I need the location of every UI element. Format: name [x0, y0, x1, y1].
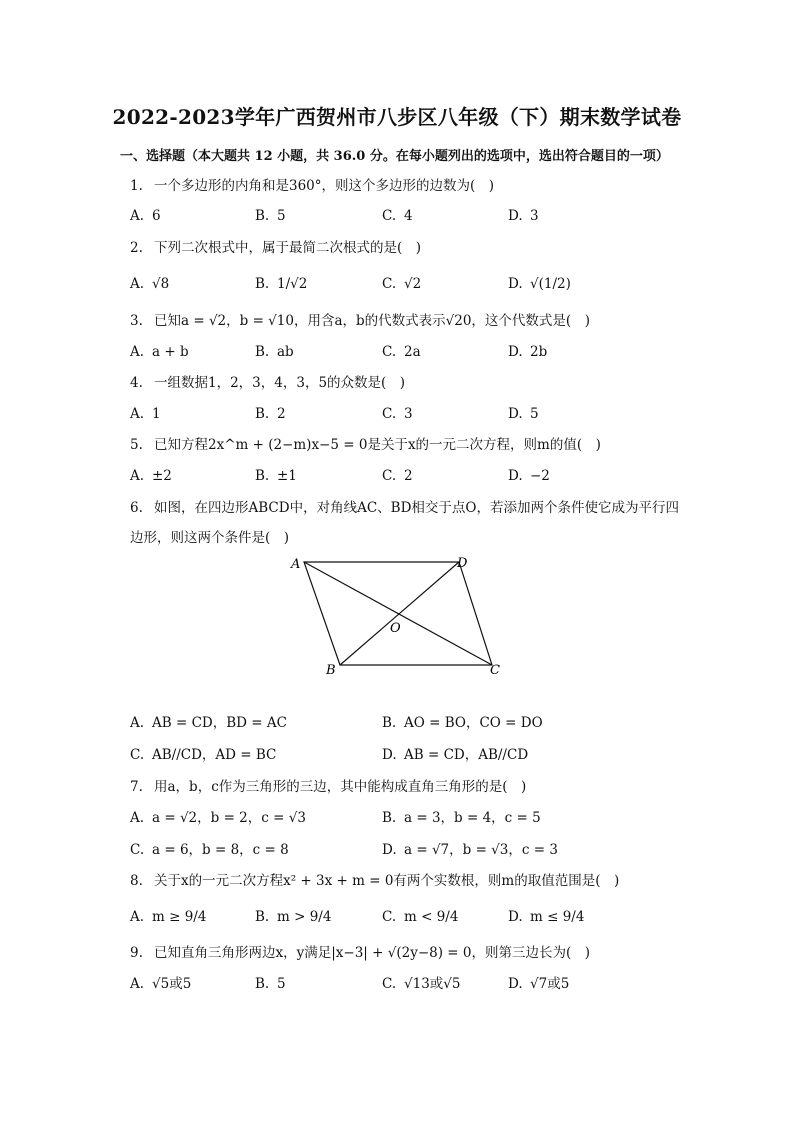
question-8 — [130, 871, 619, 891]
option-d: D. √(1/2) — [508, 276, 571, 292]
option-a: A. m ≥ 9/4 — [130, 909, 207, 925]
question-number: 8. — [130, 873, 143, 889]
option-a-text: 1 — [152, 406, 161, 422]
option-a-text: m ≥ 9/4 — [152, 909, 207, 925]
option-d-text: −2 — [530, 468, 550, 484]
option-a: A. 6 — [130, 208, 161, 224]
section-heading: 一、选择题（本大题共 12 小题，共 36.0 分。在每小题列出的选项中，选出符合题目的一项） — [120, 149, 669, 164]
question-number: 6. — [130, 500, 143, 516]
option-b: B. 1/√2 — [255, 276, 308, 292]
question-1 — [130, 176, 494, 196]
option-a-text: 6 — [152, 208, 161, 224]
option-d: D. 3 — [508, 208, 539, 224]
option-c-text: 4 — [404, 208, 413, 224]
question-text: 一个多边形的内角和是360°，则这个多边形的边数为( ) — [154, 178, 495, 194]
option-c-text: 2a — [404, 344, 421, 360]
option-c: C. a = 6，b = 8，c = 8 — [130, 842, 289, 858]
option-c-text: AB//CD，AD = BC — [152, 747, 277, 763]
option-d: D. −2 — [508, 468, 550, 484]
option-b: B. ab — [255, 344, 294, 360]
question-text: 已知方程2x^m + (2−m)x−5 = 0是关于x的一元二次方程，则m的值( ) — [154, 437, 601, 453]
option-a-text: a + b — [152, 344, 189, 360]
option-a-text: AB = CD，BD = AC — [152, 715, 287, 731]
question-text: 已知直角三角形两边x，y满足|x−3| + √(2y−8) = 0，则第三边长为( ) — [154, 945, 591, 961]
question-3 — [130, 311, 590, 331]
option-b-text: 1/√2 — [277, 276, 308, 292]
option-d-text: AB = CD，AB//CD — [404, 747, 529, 763]
option-c-text: 2 — [404, 468, 413, 484]
question-2 — [130, 238, 421, 258]
question-number: 3. — [130, 313, 143, 329]
option-b-text: ±1 — [277, 468, 297, 484]
question-number: 2. — [130, 240, 143, 256]
option-d: D. a = √7，b = √3，c = 3 — [382, 842, 558, 858]
question-number: 4. — [130, 375, 143, 391]
option-a: A. AB = CD，BD = AC — [130, 715, 287, 731]
option-c-text: √13或√5 — [404, 976, 461, 992]
option-b-text: ab — [277, 344, 294, 360]
label-a: A — [291, 557, 301, 572]
option-b: B. ±1 — [255, 468, 297, 484]
option-d-text: m ≤ 9/4 — [530, 909, 585, 925]
label-c: C — [490, 663, 500, 678]
question-number: 5. — [130, 437, 143, 453]
option-a: A. 1 — [130, 406, 161, 422]
option-b-text: 5 — [277, 208, 286, 224]
option-c: C. √13或√5 — [382, 976, 461, 992]
option-d-text: √(1/2) — [530, 276, 571, 292]
option-a: A. √8 — [130, 276, 170, 292]
question-4 — [130, 373, 405, 393]
option-a-text: a = √2，b = 2，c = √3 — [152, 810, 306, 826]
option-a-text: √5或5 — [152, 976, 192, 992]
option-c: C. m < 9/4 — [382, 909, 459, 925]
question-5 — [130, 435, 601, 455]
option-a: A. a + b — [130, 344, 189, 360]
option-d: D. √7或5 — [508, 976, 570, 992]
option-c-text: m < 9/4 — [404, 909, 459, 925]
option-a-text: √8 — [152, 276, 170, 292]
question-text: 已知a = √2，b = √10，用含a，b的代数式表示√20，这个代数式是( ) — [154, 313, 590, 329]
option-b: B. AO = BO，CO = DO — [382, 715, 543, 731]
option-b: B. 5 — [255, 976, 286, 992]
option-c: C. AB//CD，AD = BC — [130, 747, 277, 763]
option-a: A. ±2 — [130, 468, 172, 484]
quadrilateral-figure — [285, 553, 510, 681]
option-d-text: 3 — [530, 208, 539, 224]
option-b: B. a = 3，b = 4，c = 5 — [382, 810, 541, 826]
option-c-text: a = 6，b = 8，c = 8 — [152, 842, 289, 858]
option-d-text: 2b — [530, 344, 548, 360]
option-b: B. 5 — [255, 208, 286, 224]
option-b-text: AO = BO，CO = DO — [404, 715, 543, 731]
option-a: A. a = √2，b = 2，c = √3 — [130, 810, 306, 826]
option-d: D. AB = CD，AB//CD — [382, 747, 529, 763]
option-c-text: 3 — [404, 406, 413, 422]
question-text: 如图，在四边形ABCD中，对角线AC、BD相交于点O，若添加两个条件使它成为平行四边形，则这两个条件是( ) — [130, 500, 679, 546]
option-c: C. 3 — [382, 406, 413, 422]
option-d-text: a = √7，b = √3，c = 3 — [404, 842, 558, 858]
question-text: 一组数据1，2，3，4，3，5的众数是( ) — [154, 375, 406, 391]
option-d-text: √7或5 — [530, 976, 570, 992]
question-number: 1. — [130, 178, 143, 194]
option-c: C. 2 — [382, 468, 413, 484]
option-c: C. 2a — [382, 344, 421, 360]
option-d: D. 5 — [508, 406, 539, 422]
option-b: B. m > 9/4 — [255, 909, 332, 925]
label-o: O — [390, 621, 401, 636]
option-a: A. √5或5 — [130, 976, 192, 992]
option-a-text: ±2 — [152, 468, 172, 484]
option-d: D. m ≤ 9/4 — [508, 909, 585, 925]
diagonal-bd — [340, 562, 459, 665]
page-title: 2022-2023学年广西贺州市八步区八年级（下）期末数学试卷 — [112, 105, 682, 129]
question-number: 9. — [130, 945, 143, 961]
question-text: 用a，b，c作为三角形的三边，其中能构成直角三角形的是( ) — [154, 779, 527, 795]
option-c: C. √2 — [382, 276, 422, 292]
option-b-text: a = 3，b = 4，c = 5 — [404, 810, 541, 826]
option-c-text: √2 — [404, 276, 422, 292]
question-text: 关于x的一元二次方程x² + 3x + m = 0有两个实数根，则m的取值范围是( ) — [154, 873, 620, 889]
option-b-text: 5 — [277, 976, 286, 992]
option-d-text: 5 — [530, 406, 539, 422]
option-b: B. 2 — [255, 406, 286, 422]
option-d: D. 2b — [508, 344, 548, 360]
question-text: 下列二次根式中，属于最简二次根式的是( ) — [154, 240, 422, 256]
option-b-text: m > 9/4 — [277, 909, 332, 925]
option-b-text: 2 — [277, 406, 286, 422]
question-number: 7. — [130, 779, 143, 795]
question-7 — [130, 777, 526, 797]
question-6 — [130, 493, 690, 553]
option-c: C. 4 — [382, 208, 413, 224]
label-b: B — [326, 663, 336, 678]
question-9 — [130, 943, 590, 963]
label-d: D — [457, 556, 468, 571]
